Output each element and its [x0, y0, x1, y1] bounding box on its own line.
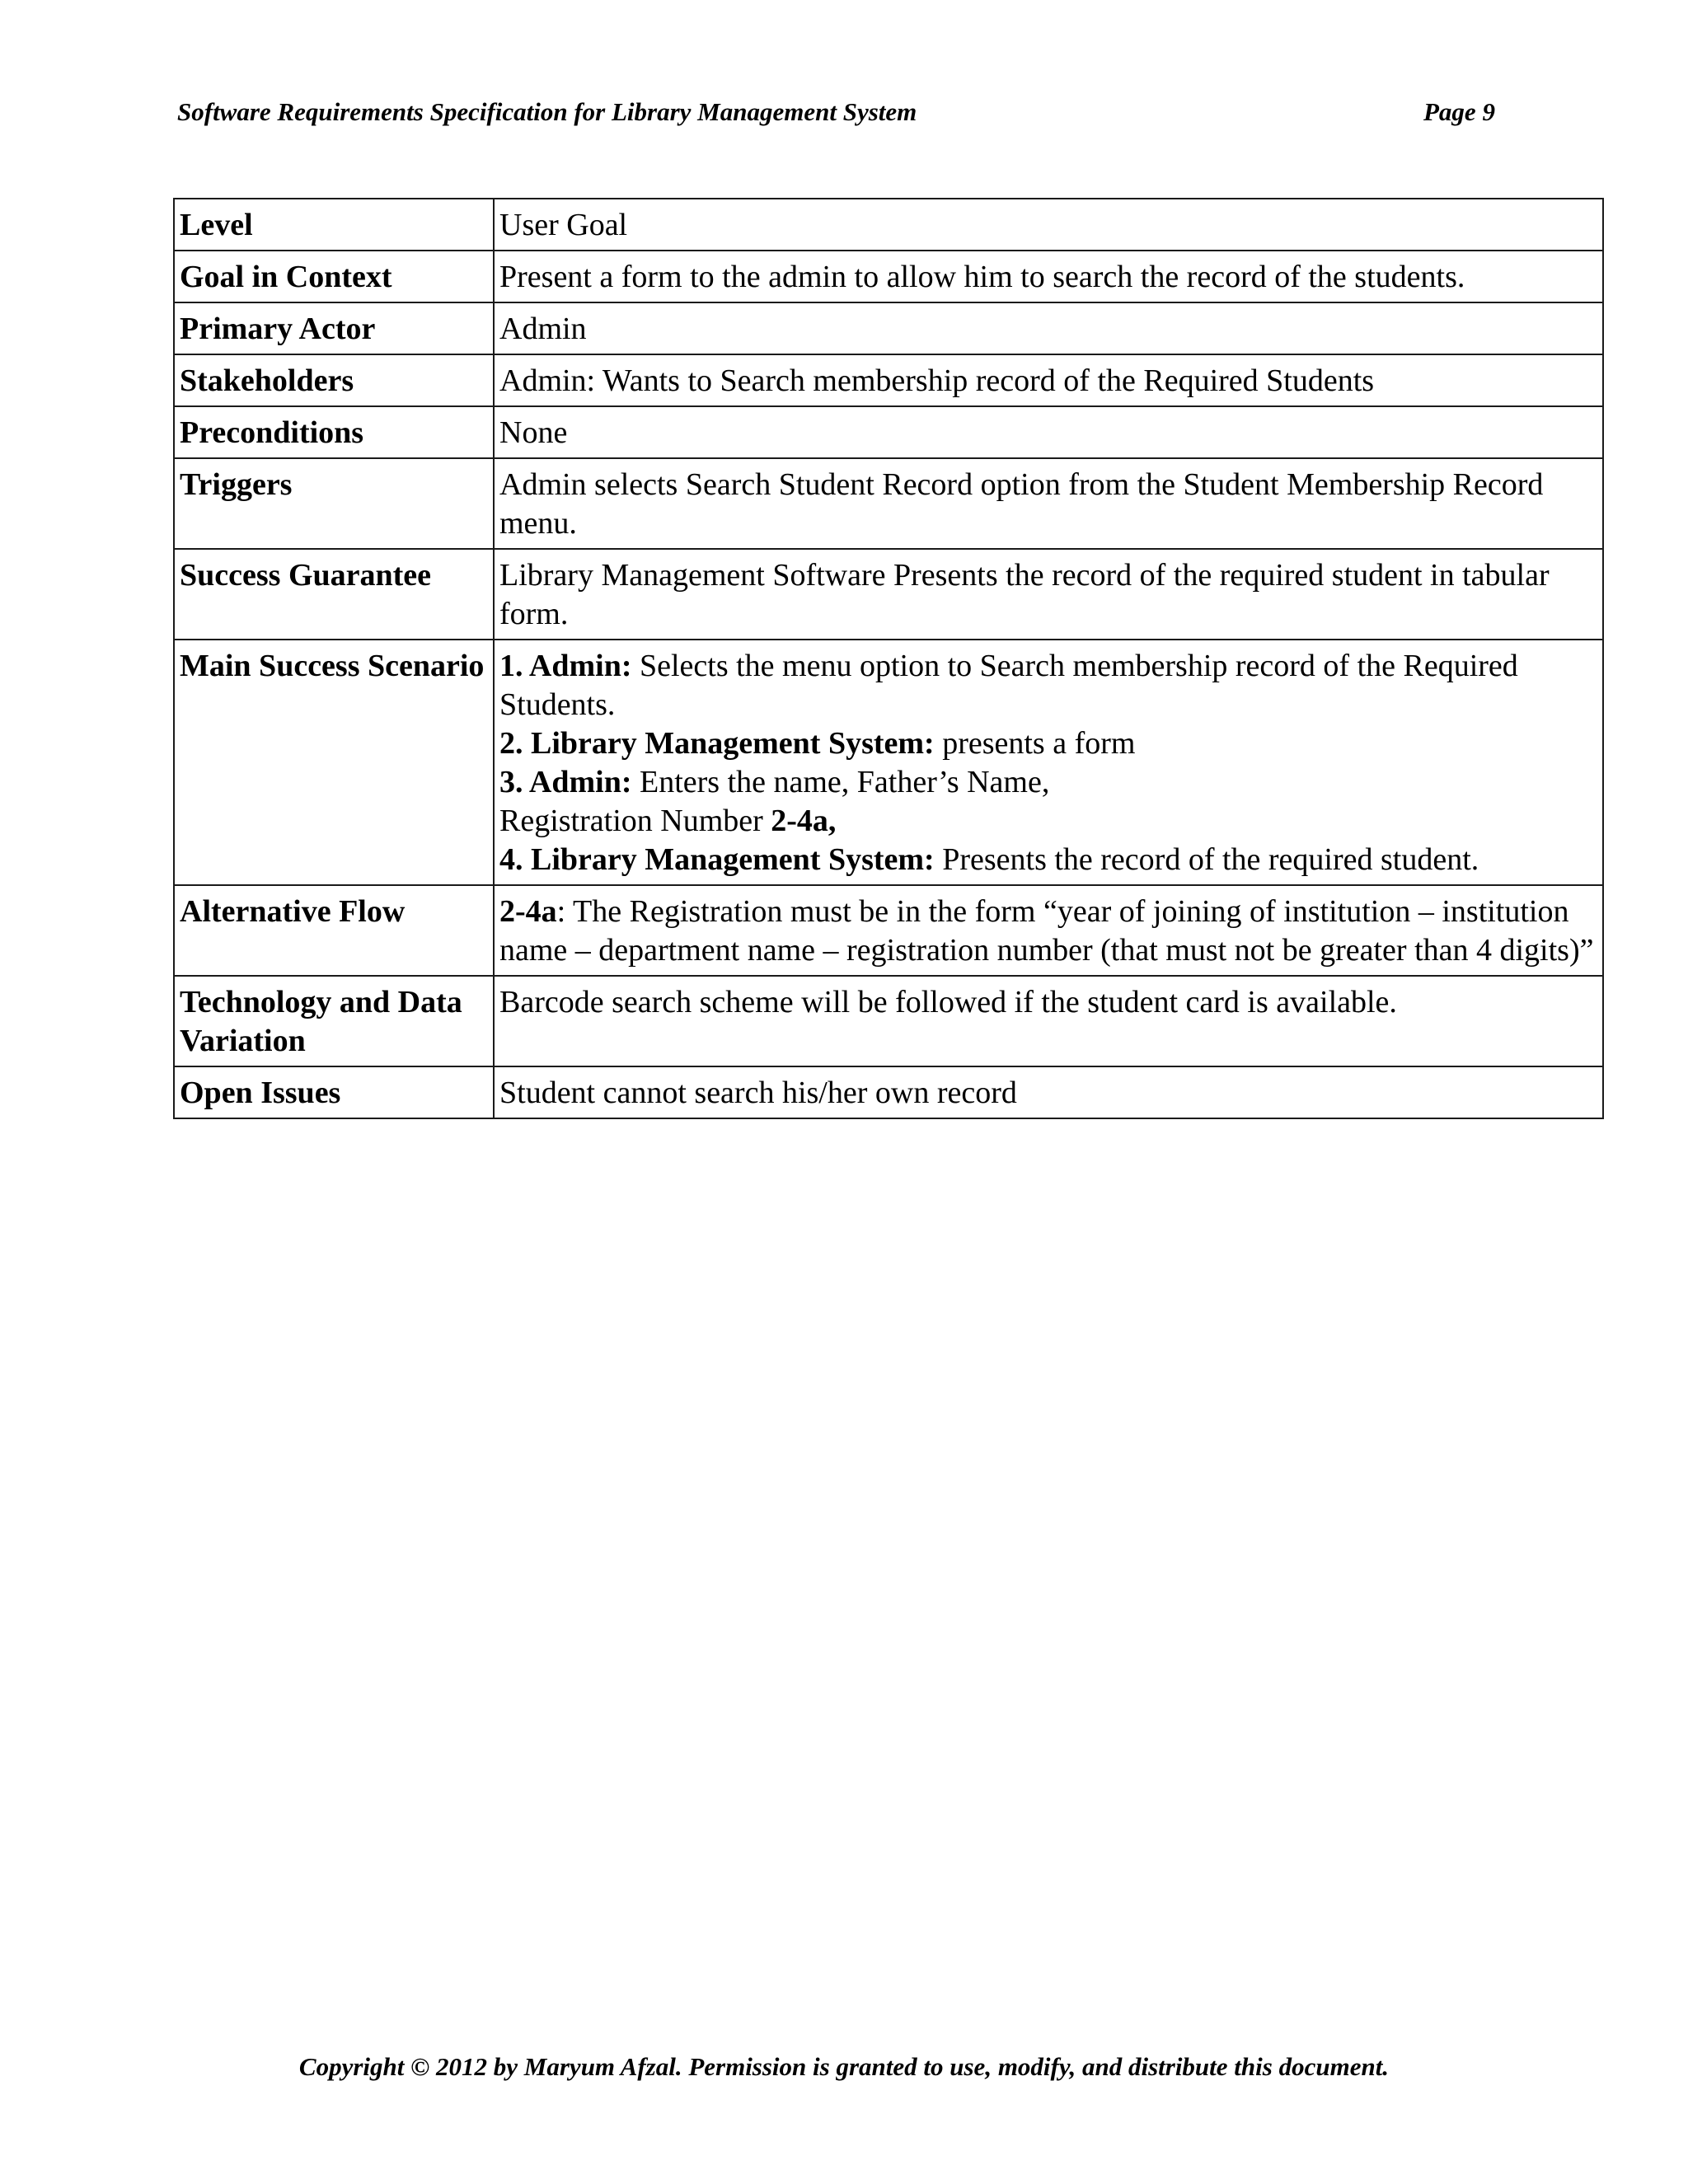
table-row [174, 251, 1603, 302]
copyright-footer: Copyright © 2012 by Maryum Afzal. Permission is granted to use, modify, and distribute this document. [298, 2052, 1390, 2081]
row-value: Admin selects Search Student Record option from the Student Membership Record menu. [494, 458, 1603, 549]
step-actor: 1. Admin: [499, 649, 632, 683]
step-text: presents a form [934, 726, 1136, 761]
row-value: Library Management Software Presents the record of the required student in tabular form. [494, 549, 1603, 640]
scenario-step [499, 802, 1597, 841]
row-label: Main Success Scenario [174, 640, 494, 885]
step-text: Presents the record of the required student. [934, 842, 1479, 877]
step-text: Enters the name, Father’s Name, [631, 765, 1050, 799]
scenario-step [499, 647, 1597, 724]
row-value: Barcode search scheme will be followed if the student card is available. [494, 976, 1603, 1066]
table-row [174, 302, 1603, 354]
table-row [174, 199, 1603, 251]
step-actor: 3. Admin: [499, 765, 632, 799]
row-value: None [494, 406, 1603, 458]
row-value: User Goal [494, 199, 1603, 251]
row-value: Admin [494, 302, 1603, 354]
row-value [494, 885, 1603, 976]
main-success-scenario [494, 640, 1603, 885]
row-label: Alternative Flow [174, 885, 494, 976]
row-label: Level [174, 199, 494, 251]
scenario-step [499, 763, 1597, 802]
use-case-table [173, 198, 1604, 1119]
flow-reference: 2-4a [499, 894, 557, 929]
row-label: Stakeholders [174, 354, 494, 406]
scenario-step [499, 724, 1597, 763]
row-label: Triggers [174, 458, 494, 549]
table-row [174, 406, 1603, 458]
row-label: Success Guarantee [174, 549, 494, 640]
row-label: Goal in Context [174, 251, 494, 302]
page-header [177, 97, 1496, 134]
step-text: Selects the menu option to Search membership record of the Required Students. [499, 649, 1518, 722]
table-row [174, 354, 1603, 406]
table-row [174, 885, 1603, 976]
table-row [174, 640, 1603, 885]
scenario-step [499, 841, 1597, 879]
row-value: Student cannot search his/her own record [494, 1066, 1603, 1118]
row-label: Preconditions [174, 406, 494, 458]
step-actor: 4. Library Management System: [499, 842, 935, 877]
table-row [174, 458, 1603, 549]
step-text: Registration Number [499, 804, 771, 838]
table-row [174, 1066, 1603, 1118]
row-label: Primary Actor [174, 302, 494, 354]
row-value: Admin: Wants to Search membership record of the Required Students [494, 354, 1603, 406]
flow-text: : The Registration must be in the form “year of joining of institution – institution name – department name – registration number (that must not be greater than 4 digits)” [499, 894, 1594, 968]
page-number: Page 9 [1423, 97, 1495, 126]
table-row [174, 976, 1603, 1066]
row-label: Open Issues [174, 1066, 494, 1118]
document-title: Software Requirements Specification for Library Management System [177, 97, 917, 126]
row-value: Present a form to the admin to allow him to search the record of the students. [494, 251, 1603, 302]
table-row [174, 549, 1603, 640]
row-label: Technology and Data Variation [174, 976, 494, 1066]
step-actor: 2. Library Management System: [499, 726, 935, 761]
step-reference: 2-4a, [771, 804, 837, 838]
